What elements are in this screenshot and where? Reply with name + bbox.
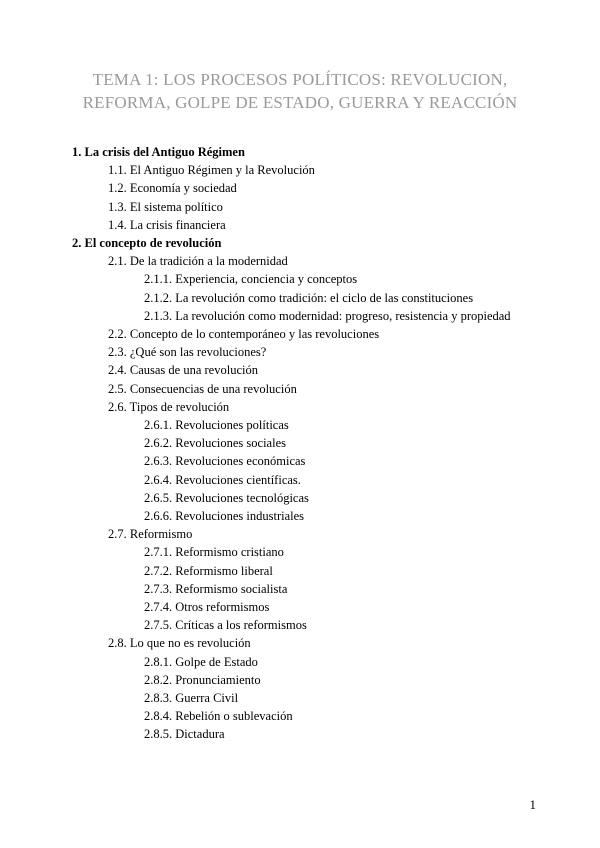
toc-entry-level-2: 2.2. Concepto de lo contemporáneo y las revoluciones xyxy=(108,327,380,341)
toc-entry-level-1: 2. El concepto de revolución xyxy=(72,236,222,250)
toc-entry-level-2: 1.3. El sistema político xyxy=(108,199,223,214)
toc-entry-level-2: 1.4. La crisis financiera xyxy=(108,217,226,232)
toc-entry-level-2: 2.7. Reformismo xyxy=(108,527,193,542)
toc-entry-level-3: 2.7.3. Reformismo socialista xyxy=(144,581,288,596)
toc-entry-level-2: 2.8. Lo que no es revolución xyxy=(108,636,251,651)
toc-entry-level-3: 2.6.3. Revoluciones económicas xyxy=(144,454,306,469)
toc-entry-level-2: 2.1. De la tradición a la modernidad xyxy=(108,254,288,269)
toc-entry-level-2: 2.3. ¿Qué son las revoluciones? xyxy=(108,345,267,360)
toc-entry-level-3: 2.1.3. La revolución como modernidad: progreso, resistencia y propiedad xyxy=(144,308,511,323)
toc-entry-level-3: 2.1.1. Experiencia, conciencia y conceptos xyxy=(144,272,358,287)
toc-entry-level-2: 2.6. Tipos de revolución xyxy=(108,399,230,414)
toc-entry-level-3: 2.6.4. Revoluciones científicas. xyxy=(144,472,301,487)
toc-entry-level-3: 2.8.1. Golpe de Estado xyxy=(144,654,258,669)
toc-entry-level-3: 2.8.3. Guerra Civil xyxy=(144,691,239,705)
toc-entry-level-2: 1.1. El Antiguo Régimen y la Revolución xyxy=(108,163,315,178)
document-title xyxy=(0,68,600,114)
toc-entry-level-1: 1. La crisis del Antiguo Régimen xyxy=(72,145,245,159)
toc-entry-level-2: 2.4. Causas de una revolución xyxy=(108,363,258,378)
toc-entry-level-2: 1.2. Economía y sociedad xyxy=(108,181,237,196)
toc-entry-level-3: 2.8.2. Pronunciamiento xyxy=(144,672,261,687)
toc-entry-level-3: 2.6.5. Revoluciones tecnológicas xyxy=(144,490,309,505)
toc-entry-level-3: 2.6.2. Revoluciones sociales xyxy=(144,436,286,451)
toc-entry-level-3: 2.8.5. Dictadura xyxy=(144,727,225,742)
toc-entry-level-3: 2.7.5. Críticas a los reformismos xyxy=(144,618,307,633)
toc-entry-level-3: 2.8.4. Rebelión o sublevación xyxy=(144,709,293,724)
toc-entry-level-3: 2.6.6. Revoluciones industriales xyxy=(144,509,305,523)
page-number: 1 xyxy=(529,797,536,812)
toc-entry-level-3: 2.1.2. La revolución como tradición: el ciclo de las constituciones xyxy=(144,290,474,305)
toc-entry-level-3: 2.7.2. Reformismo liberal xyxy=(144,563,273,578)
toc-entry-level-3: 2.7.4. Otros reformismos xyxy=(144,600,270,614)
document-title-line-1: TEMA 1: LOS PROCESOS POLÍTICOS: REVOLUCION, xyxy=(92,70,508,89)
toc-entry-level-3: 2.7.1. Reformismo cristiano xyxy=(144,545,284,560)
document-title-line-2: REFORMA, GOLPE DE ESTADO, GUERRA Y REACCIÓN xyxy=(82,93,518,112)
toc-entry-level-3: 2.6.1. Revoluciones políticas xyxy=(144,418,289,432)
toc-entry-level-2: 2.5. Consecuencias de una revolución xyxy=(108,381,297,396)
